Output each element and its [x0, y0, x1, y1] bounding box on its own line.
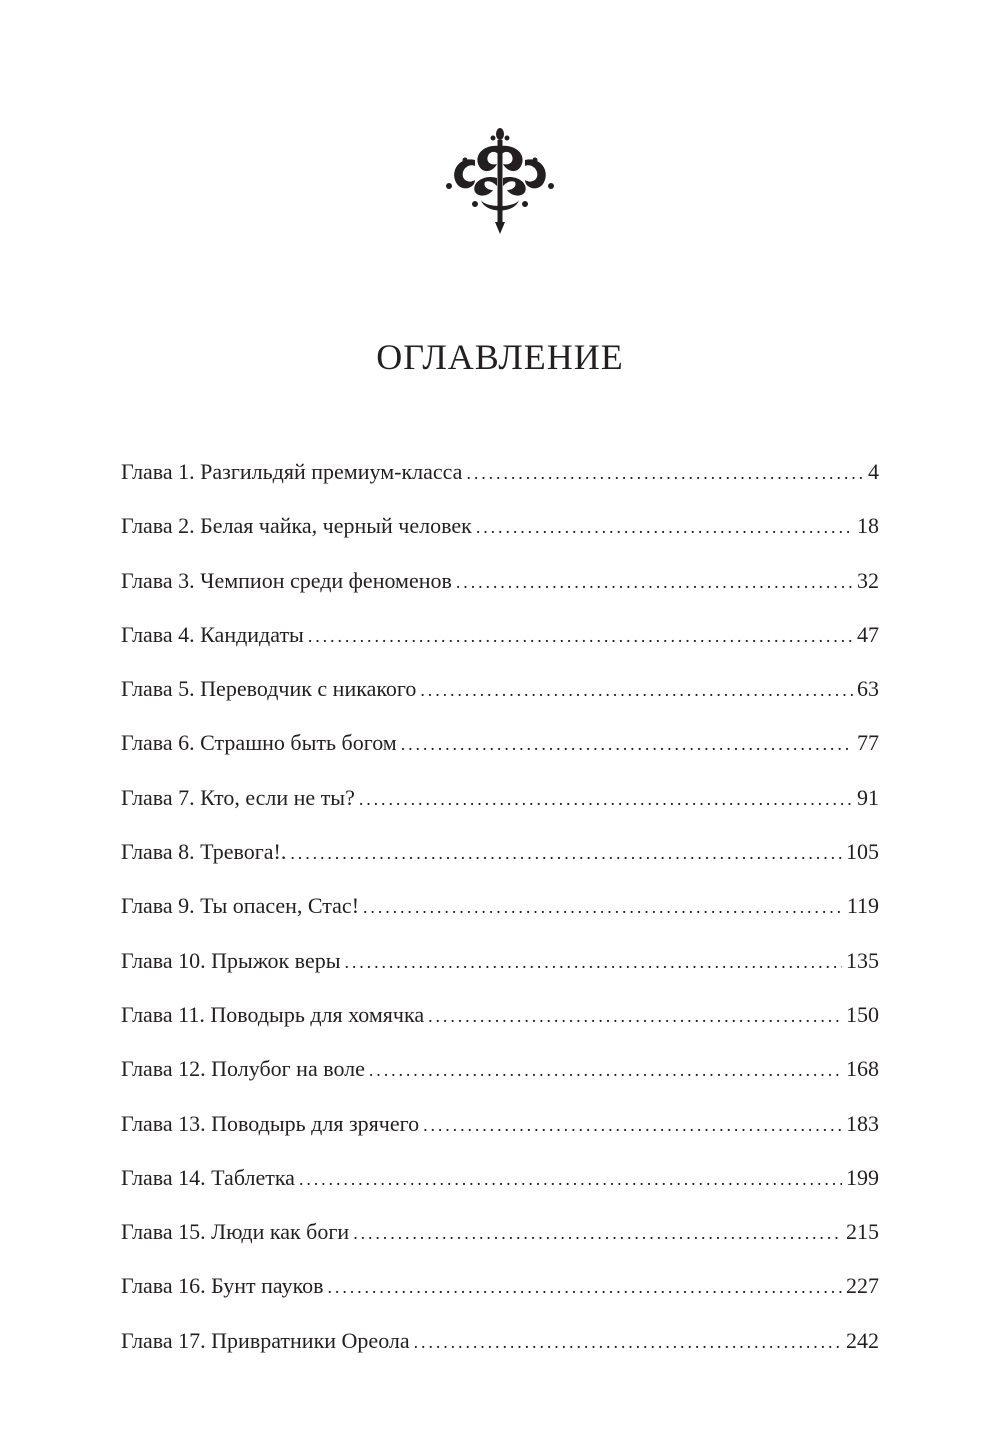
- toc-entry[interactable]: [121, 1321, 879, 1375]
- toc-page-number: 105: [846, 839, 879, 865]
- toc-page-number: 135: [846, 947, 879, 973]
- toc-leader-dots: [308, 616, 853, 656]
- toc-chapter-title: Глава 15. Люди как боги: [121, 1219, 350, 1245]
- toc-leader-dots: [353, 1213, 842, 1253]
- table-of-contents: [121, 452, 879, 1375]
- toc-leader-dots: [423, 1105, 842, 1145]
- toc-leader-dots: [363, 887, 843, 927]
- toc-leader-dots: [344, 942, 842, 982]
- toc-leader-dots: [328, 1267, 842, 1307]
- toc-entry[interactable]: [121, 723, 879, 777]
- toc-entry[interactable]: [121, 778, 879, 832]
- toc-chapter-title: Глава 7. Кто, если не ты?: [121, 784, 355, 810]
- toc-leader-dots: [369, 1050, 842, 1090]
- page-title: ОГЛАВЛЕНИЕ: [376, 337, 624, 377]
- toc-chapter-title: Глава 12. Полубог на воле: [121, 1056, 365, 1082]
- toc-page-number: 77: [857, 730, 879, 756]
- toc-leader-dots: [401, 724, 853, 764]
- toc-leader-dots: [456, 562, 853, 602]
- toc-page-number: 242: [846, 1327, 879, 1353]
- toc-page-number: 63: [857, 676, 879, 702]
- toc-chapter-title: Глава 14. Таблетка: [121, 1164, 295, 1190]
- toc-chapter-title: Глава 13. Поводырь для зрячего: [121, 1110, 420, 1136]
- toc-entry[interactable]: [121, 615, 879, 669]
- floral-ornament-icon: [445, 126, 555, 236]
- toc-entry[interactable]: [121, 1158, 879, 1212]
- toc-chapter-title: Глава 8. Тревога!.: [121, 839, 287, 865]
- toc-entry[interactable]: [121, 561, 879, 615]
- toc-page-number: 47: [857, 621, 879, 647]
- toc-chapter-title: Глава 11. Поводырь для хомячка: [121, 1001, 425, 1027]
- toc-leader-dots: [420, 670, 853, 710]
- toc-leader-dots: [290, 833, 842, 873]
- toc-chapter-title: Глава 1. Разгильдяй премиум-класса: [121, 459, 463, 484]
- toc-entry[interactable]: [121, 1104, 879, 1158]
- toc-chapter-title: Глава 6. Страшно быть богом: [121, 730, 397, 756]
- toc-entry[interactable]: [121, 832, 879, 886]
- toc-entry[interactable]: [121, 506, 879, 560]
- toc-leader-dots: [428, 996, 842, 1036]
- toc-page-number: 168: [846, 1056, 879, 1082]
- toc-chapter-title: Глава 4. Кандидаты: [121, 621, 304, 647]
- toc-entry[interactable]: [121, 941, 879, 995]
- toc-chapter-title: Глава 10. Прыжок веры: [121, 947, 341, 973]
- toc-page-number: 183: [846, 1110, 879, 1136]
- toc-chapter-title: Глава 16. Бунт пауков: [121, 1273, 324, 1299]
- toc-chapter-title: Глава 5. Переводчик с никакого: [121, 676, 417, 702]
- toc-entry[interactable]: [121, 886, 879, 940]
- toc-page-number: 32: [857, 567, 879, 593]
- toc-page-number: 91: [857, 784, 879, 810]
- toc-entry[interactable]: [121, 669, 879, 723]
- toc-chapter-title: Глава 2. Белая чайка, черный человек: [121, 513, 472, 539]
- toc-leader-dots: [466, 453, 864, 493]
- toc-leader-dots: [476, 507, 853, 547]
- toc-page-number: 150: [846, 1001, 879, 1027]
- toc-chapter-title: Глава 3. Чемпион среди феноменов: [121, 567, 452, 593]
- toc-entry[interactable]: [121, 452, 879, 506]
- toc-entry[interactable]: [121, 1266, 879, 1320]
- toc-entry[interactable]: [121, 1049, 879, 1103]
- toc-page-number: 18: [857, 513, 879, 539]
- toc-page-number: 199: [846, 1164, 879, 1190]
- toc-chapter-title: Глава 9. Ты опасен, Стас!: [121, 893, 360, 919]
- toc-entry[interactable]: [121, 995, 879, 1049]
- toc-leader-dots: [359, 779, 853, 819]
- toc-page-number: 119: [846, 893, 879, 919]
- toc-leader-dots: [414, 1322, 842, 1362]
- toc-leader-dots: [299, 1159, 842, 1199]
- toc-page-number: 4: [868, 459, 879, 484]
- toc-entry[interactable]: [121, 1212, 879, 1266]
- toc-page-number: 227: [846, 1273, 879, 1299]
- toc-page-number: 215: [846, 1219, 879, 1245]
- toc-chapter-title: Глава 17. Привратники Ореола: [121, 1327, 410, 1353]
